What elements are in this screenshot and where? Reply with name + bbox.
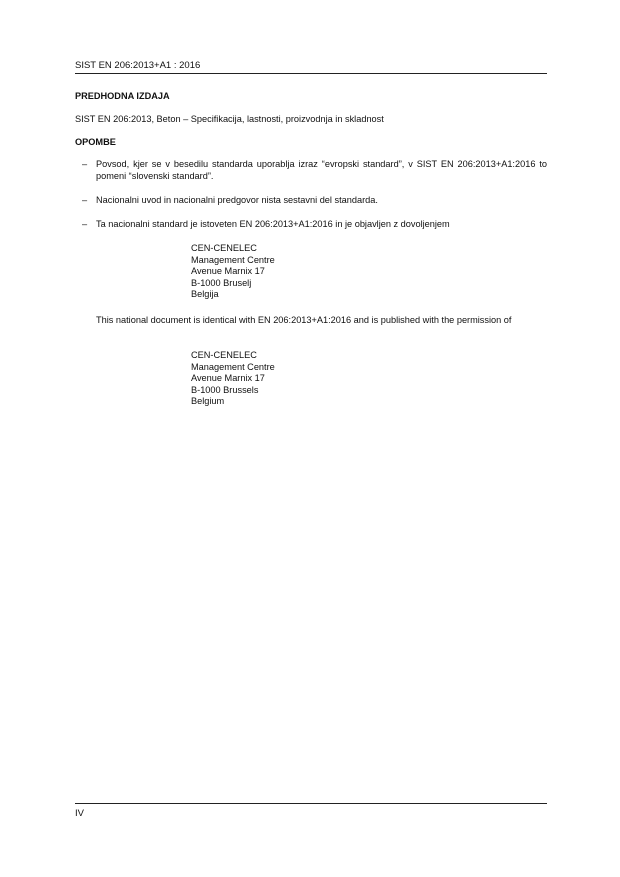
note-item-3: Ta nacionalni standard je istoveten EN 206:2013+A1:2016 in je objavljen z dovoljenjem bbox=[96, 219, 450, 229]
address-line: B-1000 Bruselj bbox=[191, 277, 252, 288]
address-line: Avenue Marnix 17 bbox=[191, 266, 265, 277]
address-slovene bbox=[191, 243, 275, 301]
list-dash: – bbox=[82, 195, 88, 205]
list-dash: – bbox=[82, 159, 88, 169]
list-dash: – bbox=[82, 219, 88, 229]
footer-rule bbox=[75, 803, 547, 804]
address-line: Management Centre bbox=[191, 361, 275, 372]
address-line: Avenue Marnix 17 bbox=[191, 373, 265, 384]
address-line: Belgija bbox=[191, 289, 219, 300]
note-item-2: Nacionalni uvod in nacionalni predgovor nista sestavni del standarda. bbox=[96, 195, 378, 205]
page-number: IV bbox=[75, 808, 84, 819]
note-item-1: Povsod, kjer se v besedilu standarda uporablja izraz “evropski standard”, v SIST EN 206:2013+A1:2016 to pomeni “slovenski standard”. bbox=[96, 159, 547, 181]
header-rule bbox=[75, 73, 547, 74]
document-header-title: SIST EN 206:2013+A1 : 2016 bbox=[75, 60, 201, 71]
notes-heading: OPOMBE bbox=[75, 137, 116, 147]
preliminary-heading: PREDHODNA IZDAJA bbox=[75, 91, 170, 101]
address-line: CEN-CENELEC bbox=[191, 243, 257, 253]
address-line: B-1000 Brussels bbox=[191, 384, 259, 395]
english-note: This national document is identical with EN 206:2013+A1:2016 and is published with the permission of bbox=[96, 315, 512, 325]
address-line: CEN-CENELEC bbox=[191, 350, 257, 360]
address-english bbox=[191, 350, 275, 408]
address-line: Management Centre bbox=[191, 254, 275, 265]
address-line: Belgium bbox=[191, 396, 225, 407]
preliminary-text: SIST EN 206:2013, Beton – Specifikacija, lastnosti, proizvodnja in skladnost bbox=[75, 114, 384, 124]
